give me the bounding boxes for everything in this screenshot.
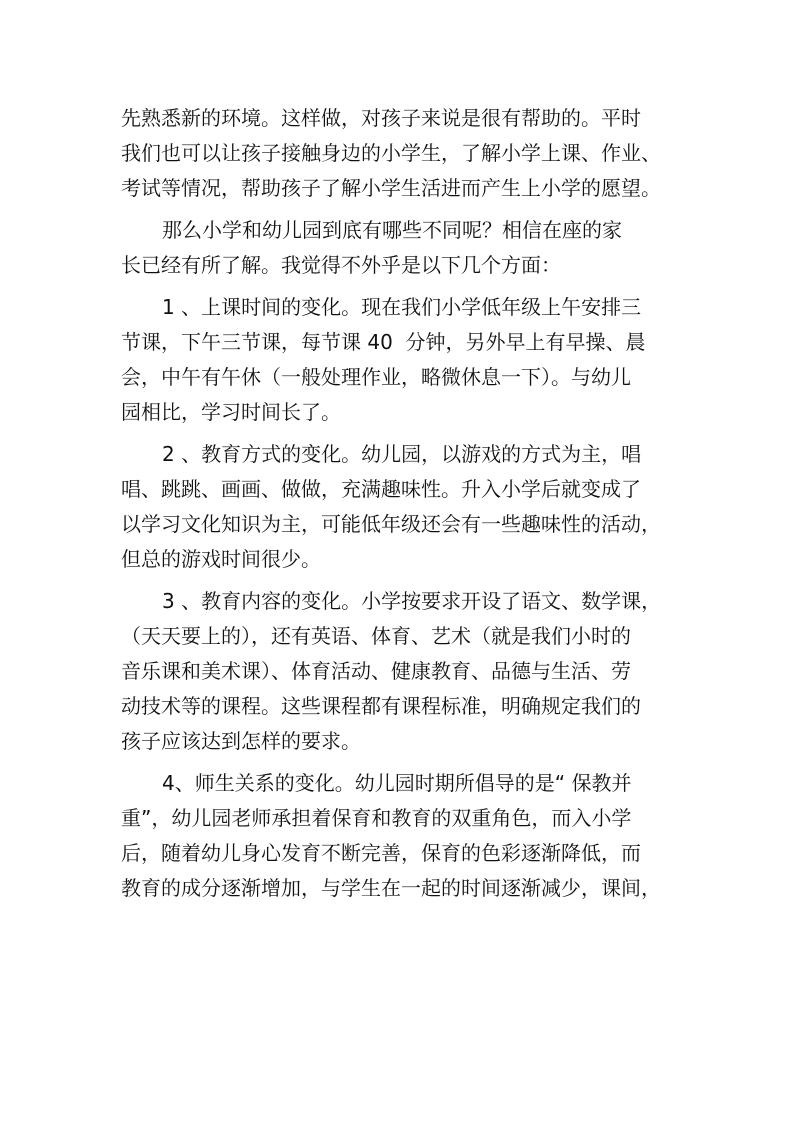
text-line: 先熟悉新的环境。这样做，对孩子来说是很有帮助的。平时	[121, 106, 641, 130]
text-line: 考试等情况，帮助孩子了解小学生活进而产生上小学的愿望。	[121, 176, 661, 200]
paragraph-gap	[121, 577, 701, 584]
paragraph-gap	[121, 430, 701, 437]
text-line: 音乐课和美术课）、体育活动、健康教育、品德与生活、劳	[121, 659, 631, 683]
text-line: 节课，下午三节课，每节课 40 分钟，另外早上有早操、晨	[121, 330, 646, 354]
paragraph-first-line: 2 、教育方式的变化。幼儿园，以游戏的方式为主，唱	[162, 442, 642, 466]
text-line: 会，中午有午休（一般处理作业，略微休息一下）。与幼儿	[121, 365, 631, 389]
text-line: 但总的游戏时间很少。	[121, 547, 321, 571]
paragraph-gap	[121, 759, 701, 766]
text-line: 重”，幼儿园老师承担着保育和教育的双重角色，而入小学	[121, 806, 632, 830]
text-line: 我们也可以让孩子接触身边的小学生，了解小学上课、作业、	[121, 141, 661, 165]
text-line: 园相比，学习时间长了。	[121, 400, 341, 424]
document-body	[121, 101, 701, 906]
text-line: 唱、跳跳、画画、做做，充满趣味性。升入小学后就变成了	[121, 477, 641, 501]
paragraph-first-line: 1 、上课时间的变化。现在我们小学低年级上午安排三	[162, 295, 642, 319]
text-line: 动技术等的课程。这些课程都有课程标准，明确规定我们的	[121, 694, 641, 718]
paragraph-gap	[121, 206, 701, 213]
paragraph-gap	[121, 283, 701, 290]
text-line: 教育的成分逐渐增加，与学生在一起的时间逐渐减少，课间，	[121, 876, 661, 900]
paragraph-first-line: 3 、教育内容的变化。小学按要求开设了语文、数学课，	[162, 589, 662, 613]
text-line: 以学习文化知识为主，可能低年级还会有一些趣味性的活动，	[121, 512, 661, 536]
text-line: 孩子应该达到怎样的要求。	[121, 729, 361, 753]
text-line: 后，随着幼儿身心发育不断完善，保育的色彩逐渐降低，而	[121, 841, 641, 865]
text-line: （天天要上的），还有英语、体育、艺术（就是我们小时的	[121, 624, 631, 648]
paragraph-first-line: 那么小学和幼儿园到底有哪些不同呢？相信在座的家	[162, 218, 622, 242]
text-line: 长已经有所了解。我觉得不外乎是以下几个方面：	[121, 253, 561, 277]
paragraph-first-line: 4、师生关系的变化。幼儿园时期所倡导的是“ 保教并	[162, 771, 632, 795]
